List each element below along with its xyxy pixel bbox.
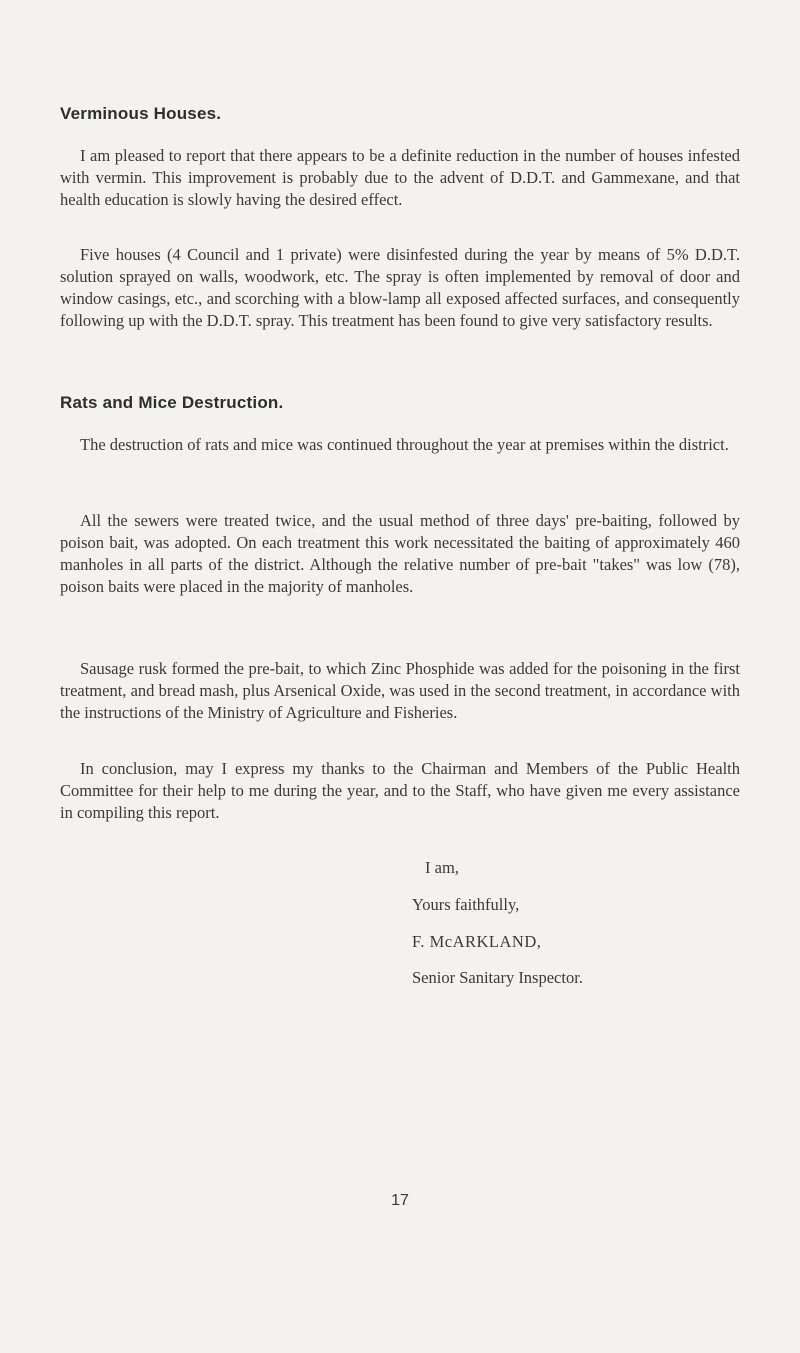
paragraph-verminous-1: I am pleased to report that there appears to be a definite reduction in the number of houses infested with vermin. This improvement is probably due to the advent of D.D.T. and Gammexane, and that health education is slowly having the desired effect. (60, 146, 740, 209)
paragraph-rats-2: All the sewers were treated twice, and the usual method of three days' pre-baiting, followed by poison bait, was adopted. On each treatment this work necessitated the baiting of approximately 460 manholes in all parts of the district. Although the relative number of pre-bait "takes" was low (78), poison baits were placed in the majority of manholes. (60, 511, 740, 596)
signature-title: Senior Sanitary Inspector. (412, 968, 583, 987)
paragraph-rats-1: The destruction of rats and mice was continued throughout the year at premises within the district. (80, 435, 729, 454)
signature-closing: Yours faithfully, (412, 895, 520, 914)
signature-greeting: I am, (425, 858, 459, 877)
heading-rats-mice: Rats and Mice Destruction. (60, 393, 284, 412)
page-number: 17 (391, 1192, 409, 1209)
paragraph-verminous-2: Five houses (4 Council and 1 private) were disinfested during the year by means of 5% D.D.T. solution sprayed on walls, woodwork, etc. The spray is often implemented by removal of door and window casings, etc., and scorching with a blow-lamp all exposed affected surfaces, and consequently following up with the D.D.T. spray. This treatment has been found to give very satisfactory results. (60, 245, 740, 330)
paragraph-rats-3: Sausage rusk formed the pre-bait, to which Zinc Phosphide was added for the poisoning in the first treatment, and bread mash, plus Arsenical Oxide, was used in the second treatment, in accordance with the instructions of the Ministry of Agriculture and Fisheries. (60, 659, 740, 722)
heading-verminous-houses: Verminous Houses. (60, 104, 222, 123)
paragraph-conclusion: In conclusion, may I express my thanks to the Chairman and Members of the Public Health Committee for their help to me during the year, and to the Staff, who have given me every assistance in compiling this report. (60, 759, 740, 822)
signature-name: F. McARKLAND, (412, 932, 542, 951)
